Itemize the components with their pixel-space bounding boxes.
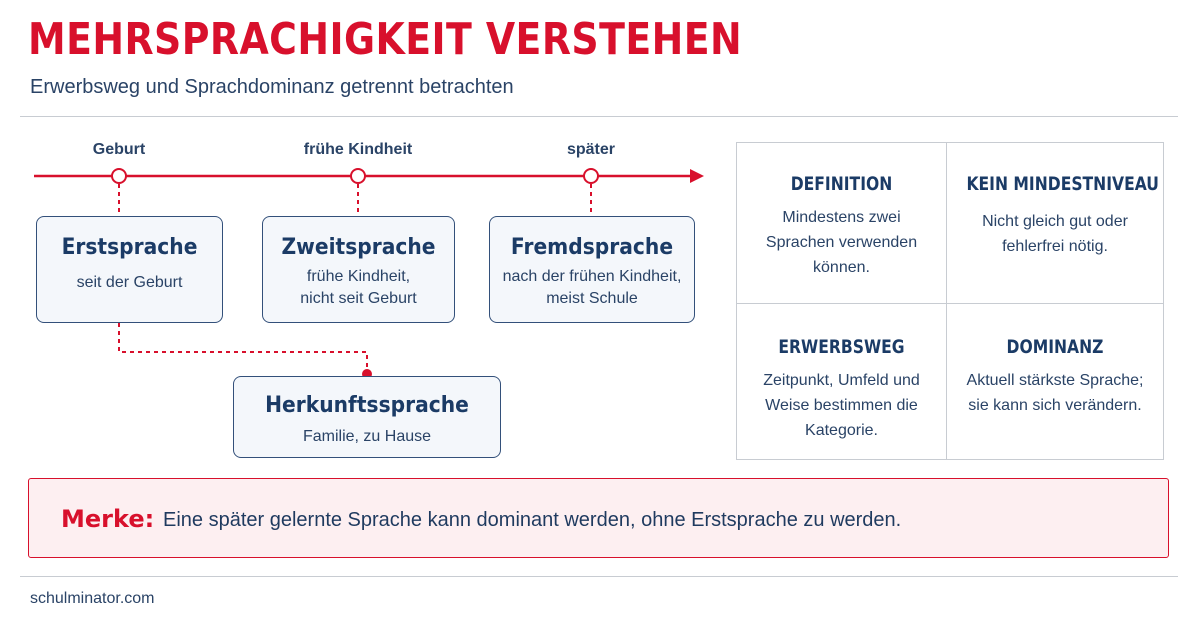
grid-cell-definition [737, 143, 946, 303]
card-erstsprache [36, 216, 223, 323]
grid-line: Nicht gleich gut oder [982, 213, 1128, 230]
card-text: frühe Kindheit, [306, 268, 411, 285]
card-text: seit der Geburt [76, 274, 183, 291]
card-text: nach der frühen Kindheit, [502, 268, 682, 285]
grid-line: können. [813, 259, 870, 276]
grid-line: Sprachen verwenden [765, 234, 918, 251]
timeline-marker-kindheit [351, 169, 365, 183]
timeline-label-kindheit: frühe Kindheit [303, 141, 413, 158]
grid-line: sie kann sich verändern. [968, 397, 1142, 414]
card-title: Herkunftssprache [265, 393, 469, 418]
connector-herkunft [119, 323, 367, 373]
grid-cell-dominanz [947, 304, 1163, 464]
page-subtitle: Erwerbsweg und Sprachdominanz getrennt betrachten [30, 76, 514, 98]
note-label: Merke: [61, 505, 155, 533]
timeline-marker-geburt [112, 169, 126, 183]
grid-heading: ERWERBSWEG [778, 336, 905, 358]
card-zweitsprache [262, 216, 455, 323]
grid-text [947, 368, 1163, 418]
card-title: Zweitsprache [281, 235, 436, 260]
grid-text [737, 368, 946, 443]
grid-text [947, 209, 1163, 259]
card-text: nicht seit Geburt [300, 290, 417, 307]
grid-text [737, 205, 946, 280]
grid-line: Zeitpunkt, Umfeld und [763, 372, 920, 389]
info-grid [736, 142, 1164, 460]
note-box [28, 478, 1169, 558]
note-text: Eine später gelernte Sprache kann dominant werden, ohne Erstsprache zu werden. [163, 509, 902, 531]
grid-heading: DEFINITION [790, 173, 893, 195]
grid-cell-mindestniveau [947, 143, 1163, 303]
language-diagram [0, 0, 720, 470]
bottom-divider [20, 576, 1178, 577]
grid-line: Mindestens zwei [782, 209, 901, 226]
card-title: Fremdsprache [510, 235, 674, 260]
card-text: Familie, zu Hause [302, 428, 432, 445]
grid-line: Aktuell stärkste Sprache; [966, 372, 1144, 389]
grid-cell-erwerbsweg [737, 304, 946, 464]
grid-line: Kategorie. [805, 422, 878, 439]
footer-source: schulminator.com [30, 590, 155, 607]
grid-heading: KEIN MINDESTNIVEAU [966, 173, 1159, 195]
grid-line: Weise bestimmen die [765, 397, 918, 414]
timeline-arrowhead [690, 169, 704, 183]
card-fremdsprache [489, 216, 695, 323]
timeline-label-spaeter: später [566, 141, 616, 158]
card-text: meist Schule [546, 290, 638, 307]
page-title: MEHRSPRACHIGKEIT VERSTEHEN [28, 14, 743, 65]
card-herkunftssprache [233, 376, 501, 458]
card-title: Erstsprache [61, 235, 198, 260]
timeline-label-geburt: Geburt [92, 141, 146, 158]
grid-line: fehlerfrei nötig. [1002, 238, 1108, 255]
grid-heading: DOMINANZ [1006, 336, 1104, 358]
timeline-marker-spaeter [584, 169, 598, 183]
